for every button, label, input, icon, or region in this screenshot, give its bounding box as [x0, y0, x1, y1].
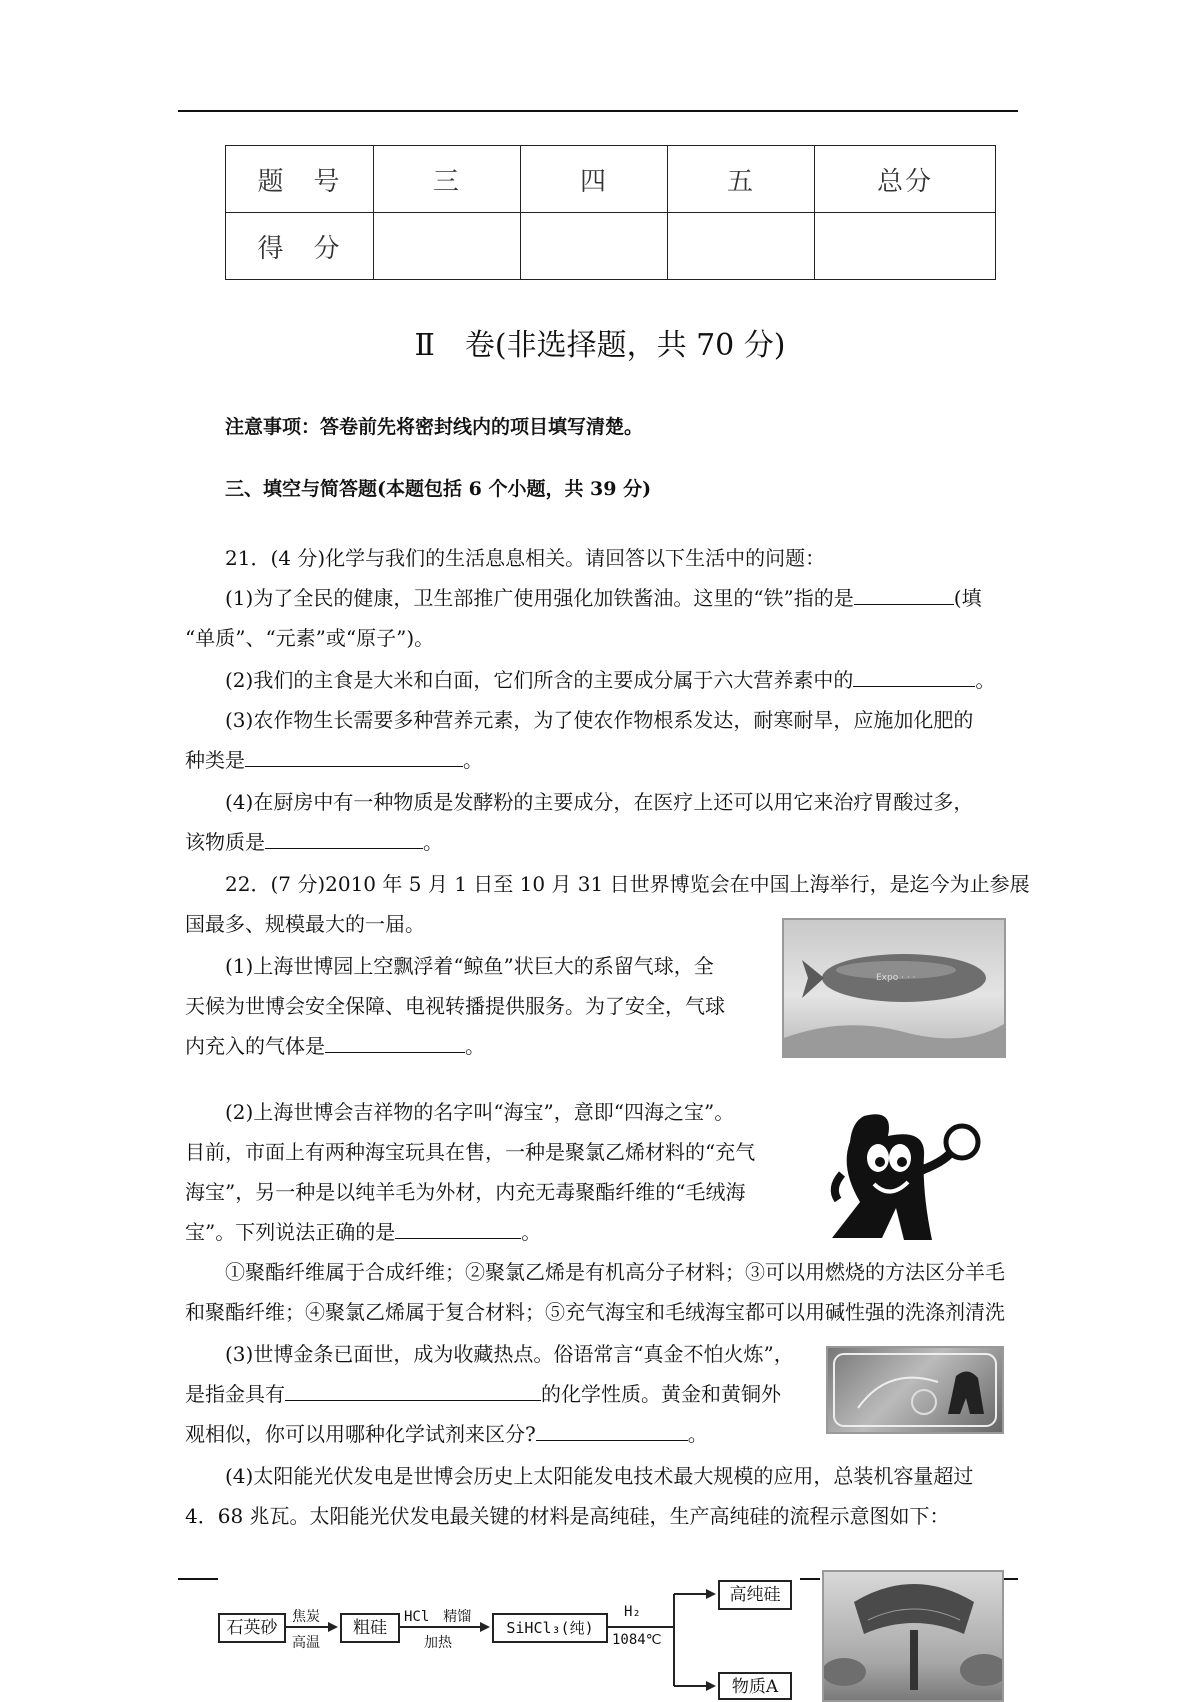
- flow-box-sihcl3: SiHCl₃(纯): [492, 1613, 608, 1643]
- table-row: [226, 213, 996, 280]
- answer-blank[interactable]: [265, 826, 423, 849]
- q22-part3-line2: [185, 1374, 781, 1414]
- q21-part4-text: 该物质是: [185, 830, 265, 854]
- q22-part3: (3)世博金条已面世，成为收藏热点。俗语常言“真金不怕火炼”，: [225, 1342, 794, 1366]
- q21-part2-text: (2)我们的主食是大米和白面，它们所含的主要成分属于六大营养素中的: [225, 668, 854, 692]
- flow-label-temperature: 1084℃: [612, 1632, 662, 1648]
- flow-label-h2: H₂: [624, 1604, 641, 1620]
- q21-part4: (4)在厨房中有一种物质是发酵粉的主要成分，在医疗上还可以用它来治疗胃酸过多，: [225, 790, 974, 814]
- q22-part3-text: 是指金具有: [185, 1382, 285, 1406]
- q21-part3: (3)农作物生长需要多种营养元素，为了使农作物根系发达，耐寒耐旱，应施加化肥的: [225, 708, 974, 732]
- answer-blank[interactable]: [285, 1378, 541, 1401]
- q22-stem: 22．(7 分)2010 年 5 月 1 日至 10 月 31 日世界博览会在中国上海举行，是迄今为止参展: [225, 872, 1030, 896]
- q22-part4-line2: 4．68 兆瓦。太阳能光伏发电最关键的材料是高纯硅，生产高纯硅的流程示意图如下：: [185, 1504, 950, 1528]
- score-input-cell[interactable]: [668, 213, 815, 280]
- q22-part1-tail: 。: [465, 1034, 485, 1058]
- q22-part2-line2: 目前，市面上有两种海宝玩具在售，一种是聚氯乙烯材料的“充气: [185, 1140, 756, 1164]
- gold-bar-photo: [826, 1346, 1004, 1434]
- q22-part2-line4: [185, 1212, 541, 1252]
- q22-part2-line3: 海宝”，另一种是以纯羊毛为外材，内充无毒聚酯纤维的“毛绒海: [185, 1180, 746, 1204]
- q22-part3-mid: 的化学性质。黄金和黄铜外: [541, 1382, 781, 1406]
- q22-part1: (1)上海世博园上空飘浮着“鲸鱼”状巨大的系留气球，全: [225, 954, 714, 978]
- q22-part1-line2: 天候为世博会安全保障、电视转播提供服务。为了安全，气球: [185, 994, 725, 1018]
- q22-stem-cont: 国最多、规模最大的一届。: [185, 912, 425, 936]
- q21-part1-tail: (填: [953, 586, 982, 610]
- gold-bar-icon: [828, 1348, 1002, 1432]
- solar-panel-icon: [824, 1572, 1002, 1700]
- table-header-cell: 三: [374, 146, 521, 213]
- part-heading: 三、填空与简答题(本题包括 6 个小题，共 39 分): [225, 478, 652, 500]
- q22-part3-line3: [185, 1414, 708, 1454]
- q21-part4-tail: 。: [423, 830, 443, 854]
- q22-part4: (4)太阳能光伏发电是世博会历史上太阳能发电技术最大规模的应用，总装机容量超过: [225, 1464, 974, 1488]
- q21-part3-tail: 。: [463, 748, 483, 772]
- blimp-icon: [784, 920, 1004, 1056]
- top-rule: [178, 110, 1018, 112]
- flow-box-substance-a: 物质A: [718, 1672, 792, 1700]
- flow-label-high-temp: 高温: [292, 1635, 320, 1651]
- haibao-mascot-icon: [822, 1108, 998, 1258]
- svg-text:Expo · · ·: Expo · · ·: [876, 973, 916, 983]
- score-input-cell[interactable]: [521, 213, 668, 280]
- answer-blank[interactable]: [853, 664, 975, 687]
- flow-box-crude-silicon: 粗硅: [340, 1613, 400, 1643]
- answer-blank[interactable]: [395, 1216, 521, 1239]
- table-header-cell: 题 号: [226, 146, 374, 213]
- answer-blank[interactable]: [325, 1030, 465, 1053]
- q22-part2-text: 宝”。下列说法正确的是: [185, 1220, 396, 1244]
- q21-part3-text: 种类是: [185, 748, 245, 772]
- q22-part3-tail: 。: [687, 1422, 708, 1446]
- q22-part2-tail: 。: [521, 1220, 542, 1244]
- table-row: [226, 146, 996, 213]
- q22-part3-question: 观相似，你可以用哪种化学试剂来区分?: [185, 1422, 536, 1446]
- q22-option-line1: ①聚酯纤维属于合成纤维；②聚氯乙烯是有机高分子材料；③可以用燃烧的方法区分羊毛: [225, 1260, 1005, 1284]
- flow-box-quartz-sand: 石英砂: [218, 1613, 286, 1643]
- table-header-cell: 五: [668, 146, 815, 213]
- q21-part2: [225, 660, 995, 700]
- q21-stem: 21．(4 分)化学与我们的生活息息相关。请回答以下生活中的问题：: [225, 546, 826, 570]
- q22-part1-line3: [185, 1026, 485, 1066]
- q21-part4-cont: [185, 822, 443, 862]
- q21-part1-text: (1)为了全民的健康，卫生部推广使用强化加铁酱油。这里的“铁”指的是: [225, 586, 854, 610]
- score-table: [225, 145, 996, 280]
- answer-blank[interactable]: [854, 582, 954, 605]
- q22-part1-text: 内充入的气体是: [185, 1034, 325, 1058]
- flow-label-heat: 加热: [424, 1635, 452, 1651]
- q22-option-line2: 和聚酯纤维；④聚氯乙烯属于复合材料；⑤充气海宝和毛绒海宝都可以用碱性强的洗涤剂清洗: [185, 1300, 1005, 1324]
- mascot-image: [822, 1108, 998, 1258]
- score-input-cell[interactable]: [374, 213, 521, 280]
- notice: 注意事项：答卷前先将密封线内的项目填写清楚。: [225, 416, 644, 438]
- q21-part3-cont: [185, 740, 483, 780]
- flow-label-coke: 焦炭: [292, 1609, 320, 1625]
- blimp-photo: [782, 918, 1006, 1058]
- solar-tree-photo: [822, 1570, 1004, 1702]
- flow-box-pure-silicon: 高纯硅: [718, 1580, 792, 1610]
- q21-part1-cont: “单质”、“元素”或“原子”)。: [185, 626, 435, 650]
- q22-part2: (2)上海世博会吉祥物的名字叫“海宝”，意即“四海之宝”。: [225, 1100, 735, 1124]
- bottom-rule-far-right: [1004, 1578, 1018, 1580]
- q21-part2-tail: 。: [975, 668, 996, 692]
- answer-blank[interactable]: [536, 1418, 688, 1441]
- table-header-cell: 四: [521, 146, 668, 213]
- answer-blank[interactable]: [245, 744, 463, 767]
- score-input-cell[interactable]: [815, 213, 996, 280]
- score-label-cell: 得 分: [226, 213, 374, 280]
- section-title: Ⅱ 卷(非选择题，共 70 分): [414, 328, 786, 363]
- flow-label-hcl-distill: HCl 精馏: [404, 1609, 472, 1625]
- table-header-cell: 总分: [815, 146, 996, 213]
- q21-part1: [225, 578, 982, 618]
